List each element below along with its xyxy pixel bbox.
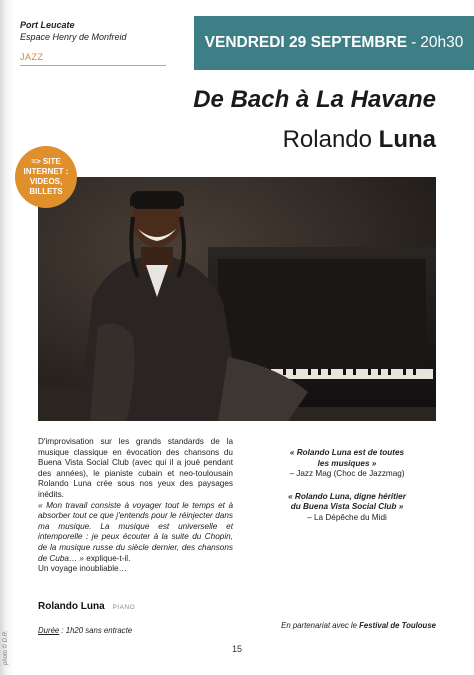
date-separator: - (411, 34, 417, 51)
artist-instrument: PIANO (112, 604, 136, 611)
press-quote-1-line-1: « Rolando Luna est de toutes (289, 448, 405, 457)
partnership-note (281, 621, 436, 630)
badge-line-4: BILLETS (29, 187, 63, 196)
press-source-1: – Jazz Mag (Choc de Jazzmag) (289, 469, 405, 479)
artist-name: Rolando Luna (38, 601, 105, 612)
badge-line-3: VIDEOS, (29, 177, 63, 186)
event-date: VENDREDI 29 SEPTEMBRE (204, 34, 408, 51)
duration-info (38, 626, 132, 635)
event-date-band (194, 16, 474, 70)
show-title: De Bach à La Havane (193, 86, 436, 113)
press-quote-1-line-2: les musiques » (317, 458, 377, 468)
event-time: 20h30 (420, 34, 464, 51)
artist-last-name: Luna (378, 126, 436, 153)
photo-credit: photo © D.R. (3, 630, 9, 665)
press-quotes (258, 448, 436, 536)
press-quote-2-line-1: « Rolando Luna, digne héritier (288, 491, 406, 501)
press-source-2: – La Dépêche du Midi (307, 512, 387, 522)
partnership-prefix: En partenariat avec le (281, 621, 360, 630)
description-quote-tail: explique-t-il. (83, 553, 131, 563)
duration-label: Durée (38, 626, 60, 635)
venue-hall: Espace Henry de Monfreid (20, 32, 127, 42)
description-quote: « Mon travail consiste à voyager tout le temps et à absorber tout ce que j'entends pour le réinjecter dans ma musique. La musique est universelle et intemporelle : je peux écouter à la suite du Chopin, de la musique russe du siècle dernier, des chansons de Cuba… » (38, 500, 233, 563)
artist-title (283, 126, 436, 154)
description-intro: D'improvisation sur les grands standards de la musique classique en évocation des chansons du Buena Vista Social Club (avec qui il a joué pendant des années), le pianiste cubain et neo-toulousain Rolando Luna crée sous nos yeux des paysages inédits. (38, 437, 233, 499)
artist-photo (38, 177, 436, 421)
genre-label: JAZZ (20, 52, 166, 66)
duration-value: : 1h20 sans entracte (59, 626, 133, 635)
artist-first-name: Rolando (282, 126, 372, 153)
press-quote-2-line-2: du Buena Vista Social Club » (290, 502, 404, 512)
badge-line-2: INTERNET : (23, 167, 69, 176)
badge-line-1: => SITE (31, 157, 61, 166)
venue-city: Port Leucate (20, 20, 75, 30)
partnership-festival: Festival de Toulouse (359, 621, 436, 630)
venue-block (20, 19, 127, 43)
artist-credit (38, 601, 135, 612)
page-number: 15 (231, 644, 242, 654)
artist-photo-illustration (38, 177, 436, 421)
website-badge-button[interactable] (15, 146, 77, 208)
description-closing: Un voyage inoubliable… (38, 564, 127, 574)
description-text (38, 437, 233, 575)
